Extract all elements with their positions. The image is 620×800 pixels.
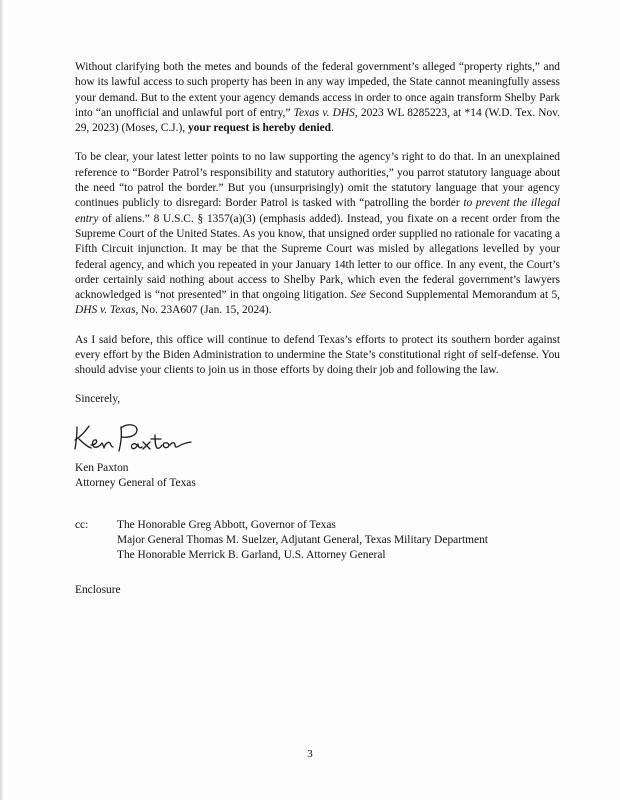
request-denied-statement: your request is hereby denied: [187, 122, 331, 135]
paragraph-2-text-b: of aliens.” 8 U.S.C. § 1357(a)(3) (emphasis added). Instead, you fixate on a recent order from the Supreme Court of the United States. As you know, that unsigned order supplied no rationale for vacating a Fifth Circuit injunction. It may be that the Supreme Court was misled by allegations levelled by your federal agency, and which you repeated in your January 14th letter to our office. In any event, the Court’s order certainly said nothing about access to Shelby Park, which even the federal government’s lawyers acknowledged is “not presented” in that ongoing litigation.: [75, 212, 560, 302]
case-citation-dhs-v-texas: DHS v. Texas: [75, 304, 136, 317]
paragraph-1-text-a: Without clarifying both the metes and bounds of the federal government’s alleged “property rights,” and how its lawful access to such property has been in any way impeded, the State cannot meaningfully assess your demand. But to the extent your agency demands access in order to once again transform Shelby Park into “an unofficial and unlawful port of entry,”: [75, 61, 560, 119]
paragraph-2: [75, 150, 560, 318]
signatory-title: Attorney General of Texas: [75, 477, 196, 490]
signature-block: [75, 461, 560, 492]
see-signal: See: [350, 289, 367, 302]
enclosure-note: Enclosure: [75, 584, 121, 597]
paragraph-1: [75, 60, 560, 136]
paragraph-3: As I said before, this office will continue to defend Texas’s efforts to protect its southern border against every effort by the Biden Administration to undermine the State’s constitutional right of self-defense. You should advise your clients to join us in those efforts by doing their job and following the law.: [75, 333, 560, 377]
paragraph-2-text-d: , No. 23A607 (Jan. 15, 2024).: [135, 304, 272, 317]
letter-body: [75, 60, 560, 599]
emphasis-illegal-entry: to prevent the illegal entry: [75, 197, 560, 225]
cc-recipient: Major General Thomas M. Suelzer, Adjutant General, Texas Military Department: [117, 533, 488, 546]
page-edge-shadow: [0, 0, 3, 800]
cc-recipient: The Honorable Merrick B. Garland, U.S. Attorney General: [117, 549, 386, 562]
cc-block: [75, 518, 560, 564]
case-citation-texas-v-dhs: Texas v. DHS: [293, 106, 355, 119]
cc-list: [117, 518, 560, 564]
closing-salutation: Sincerely,: [75, 392, 121, 405]
cc-recipient: The Honorable Greg Abbott, Governor of Texas: [117, 518, 336, 531]
paragraph-2-text-c: Second Supplemental Memorandum at 5,: [366, 289, 560, 302]
cc-label: cc:: [75, 518, 89, 531]
paragraph-2-text-a: To be clear, your latest letter points to no law supporting the agency’s right to do that. In an unexplained reference to “Border Patrol’s responsibility and statutory authorities,” you parrot statutory language about the need “to patrol the border.” But you (unsurprisingly) omit the statutory language that your agency continues publicly to disregard: Border Patrol is tasked with “patrolling the border: [75, 151, 560, 210]
signatory-name: Ken Paxton: [75, 461, 129, 474]
paragraph-1-text-c: .: [331, 122, 334, 135]
handwritten-signature: [71, 415, 211, 455]
page-number: 3: [307, 748, 313, 760]
paragraph-1-text-b: , 2023 WL 8285223, at *14 (W.D. Tex. Nov. 29, 2023) (Moses, C.J.),: [75, 106, 560, 135]
